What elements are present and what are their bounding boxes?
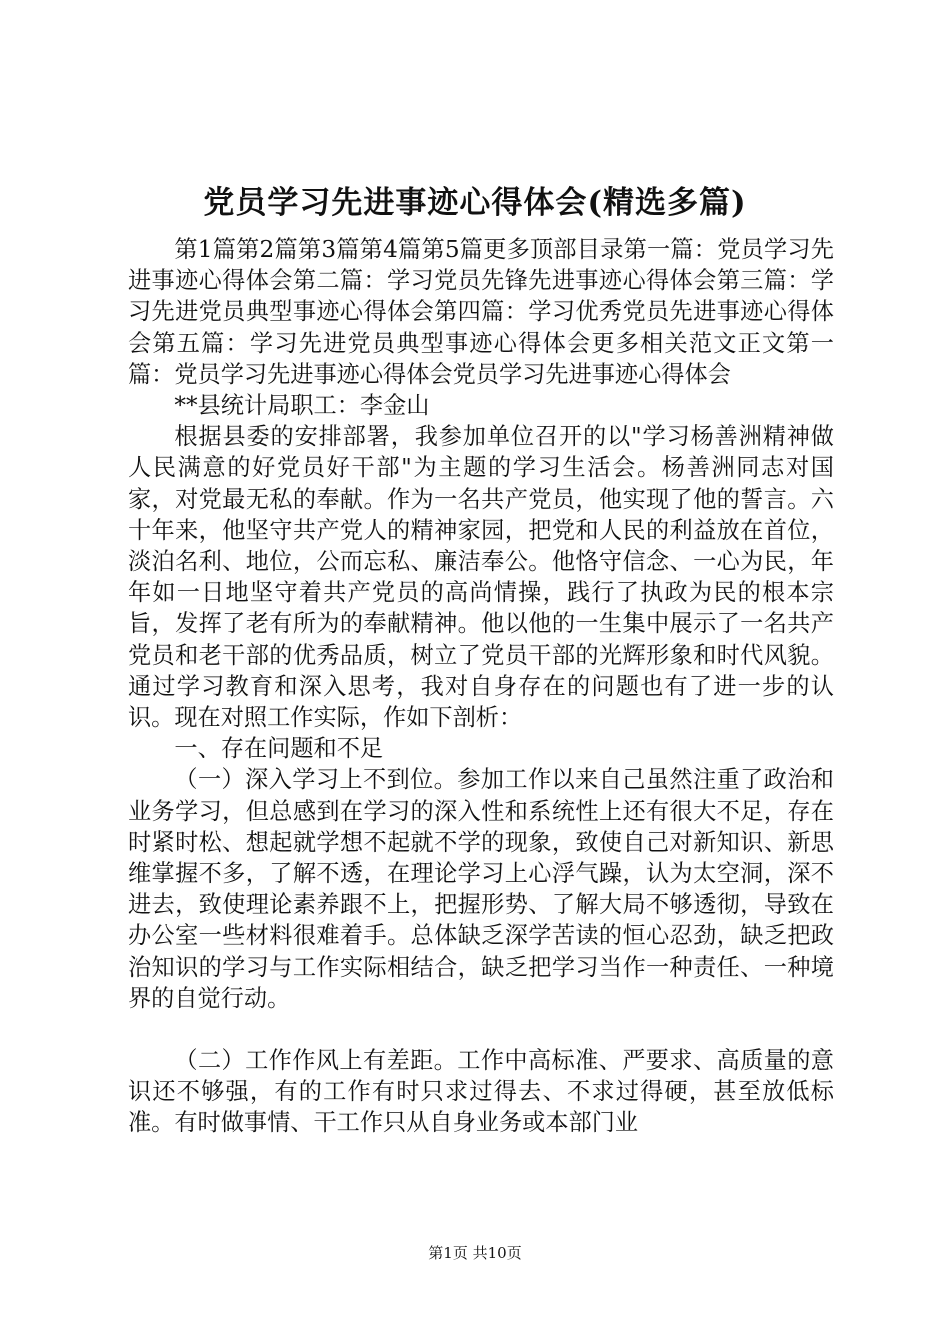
document-title: 党员学习先进事迹心得体会(精选多篇) — [203, 185, 747, 221]
author-line: **县统计局职工：李金山 — [174, 392, 430, 420]
document-body — [128, 234, 834, 1139]
body-paragraph: 根据县委的安排部署，我参加单位召开的以"学习杨善洲精神做人民满意的好党员好干部"为主题的学习生活会。杨善洲同志对国家，对党最无私的奉献。作为一名共产党员，他实现了他的誓言。六十年来，他坚守共产党人的精神家园，把党和人民的利益放在首位，淡泊名利、地位，公而忘私、廉洁奉公。他恪守信念、一心为民，年年如一日地坚守着共产党员的高尚情操，践行了执政为民的根本宗旨，发挥了老有所为的奉献精神。他以他的一生集中展示了一名共产党员和老干部的优秀品质，树立了党员干部的光辉形象和时代风貌。通过学习教育和深入思考，我对自身存在的问题也有了进一步的认识。现在对照工作实际，作如下剖析： — [128, 423, 834, 732]
toc-paragraph: 第1篇第2篇第3篇第4篇第5篇更多顶部目录第一篇：党员学习先进事迹心得体会第二篇：学习党员先锋先进事迹心得体会第三篇：学习先进党员典型事迹心得体会第四篇：学习优秀党员先进事迹心得体会第五篇：学习先进党员典型事迹心得体会更多相关范文正文第一篇：党员学习先进事迹心得体会党员学习先进事迹心得体会 — [128, 236, 834, 388]
section-heading: 一、存在问题和不足 — [174, 735, 384, 763]
body-paragraph: （二）工作作风上有差距。工作中高标准、严要求、高质量的意识还不够强，有的工作有时只求过得去、不求过得硬，甚至放低标准。有时做事情、干工作只从自身业务或本部门业 — [128, 1047, 834, 1137]
page-footer: 第1页 共10页 — [428, 1244, 522, 1262]
body-paragraph: （一）深入学习上不到位。参加工作以来自己虽然注重了政治和业务学习，但总感到在学习的深入性和系统性上还有很大不足，存在时紧时松、想起就学想不起就不学的现象，致使自己对新知识、新思维掌握不多，了解不透，在理论学习上心浮气躁，认为太空洞，深不进去，致使理论素养跟不上，把握形势、了解大局不够透彻，导致在办公室一些材料很难着手。总体缺乏深学苦读的恒心忍劲，缺乏把政治知识的学习与工作实际相结合，缺乏把学习当作一种责任、一种境界的自觉行动。 — [128, 766, 834, 1012]
